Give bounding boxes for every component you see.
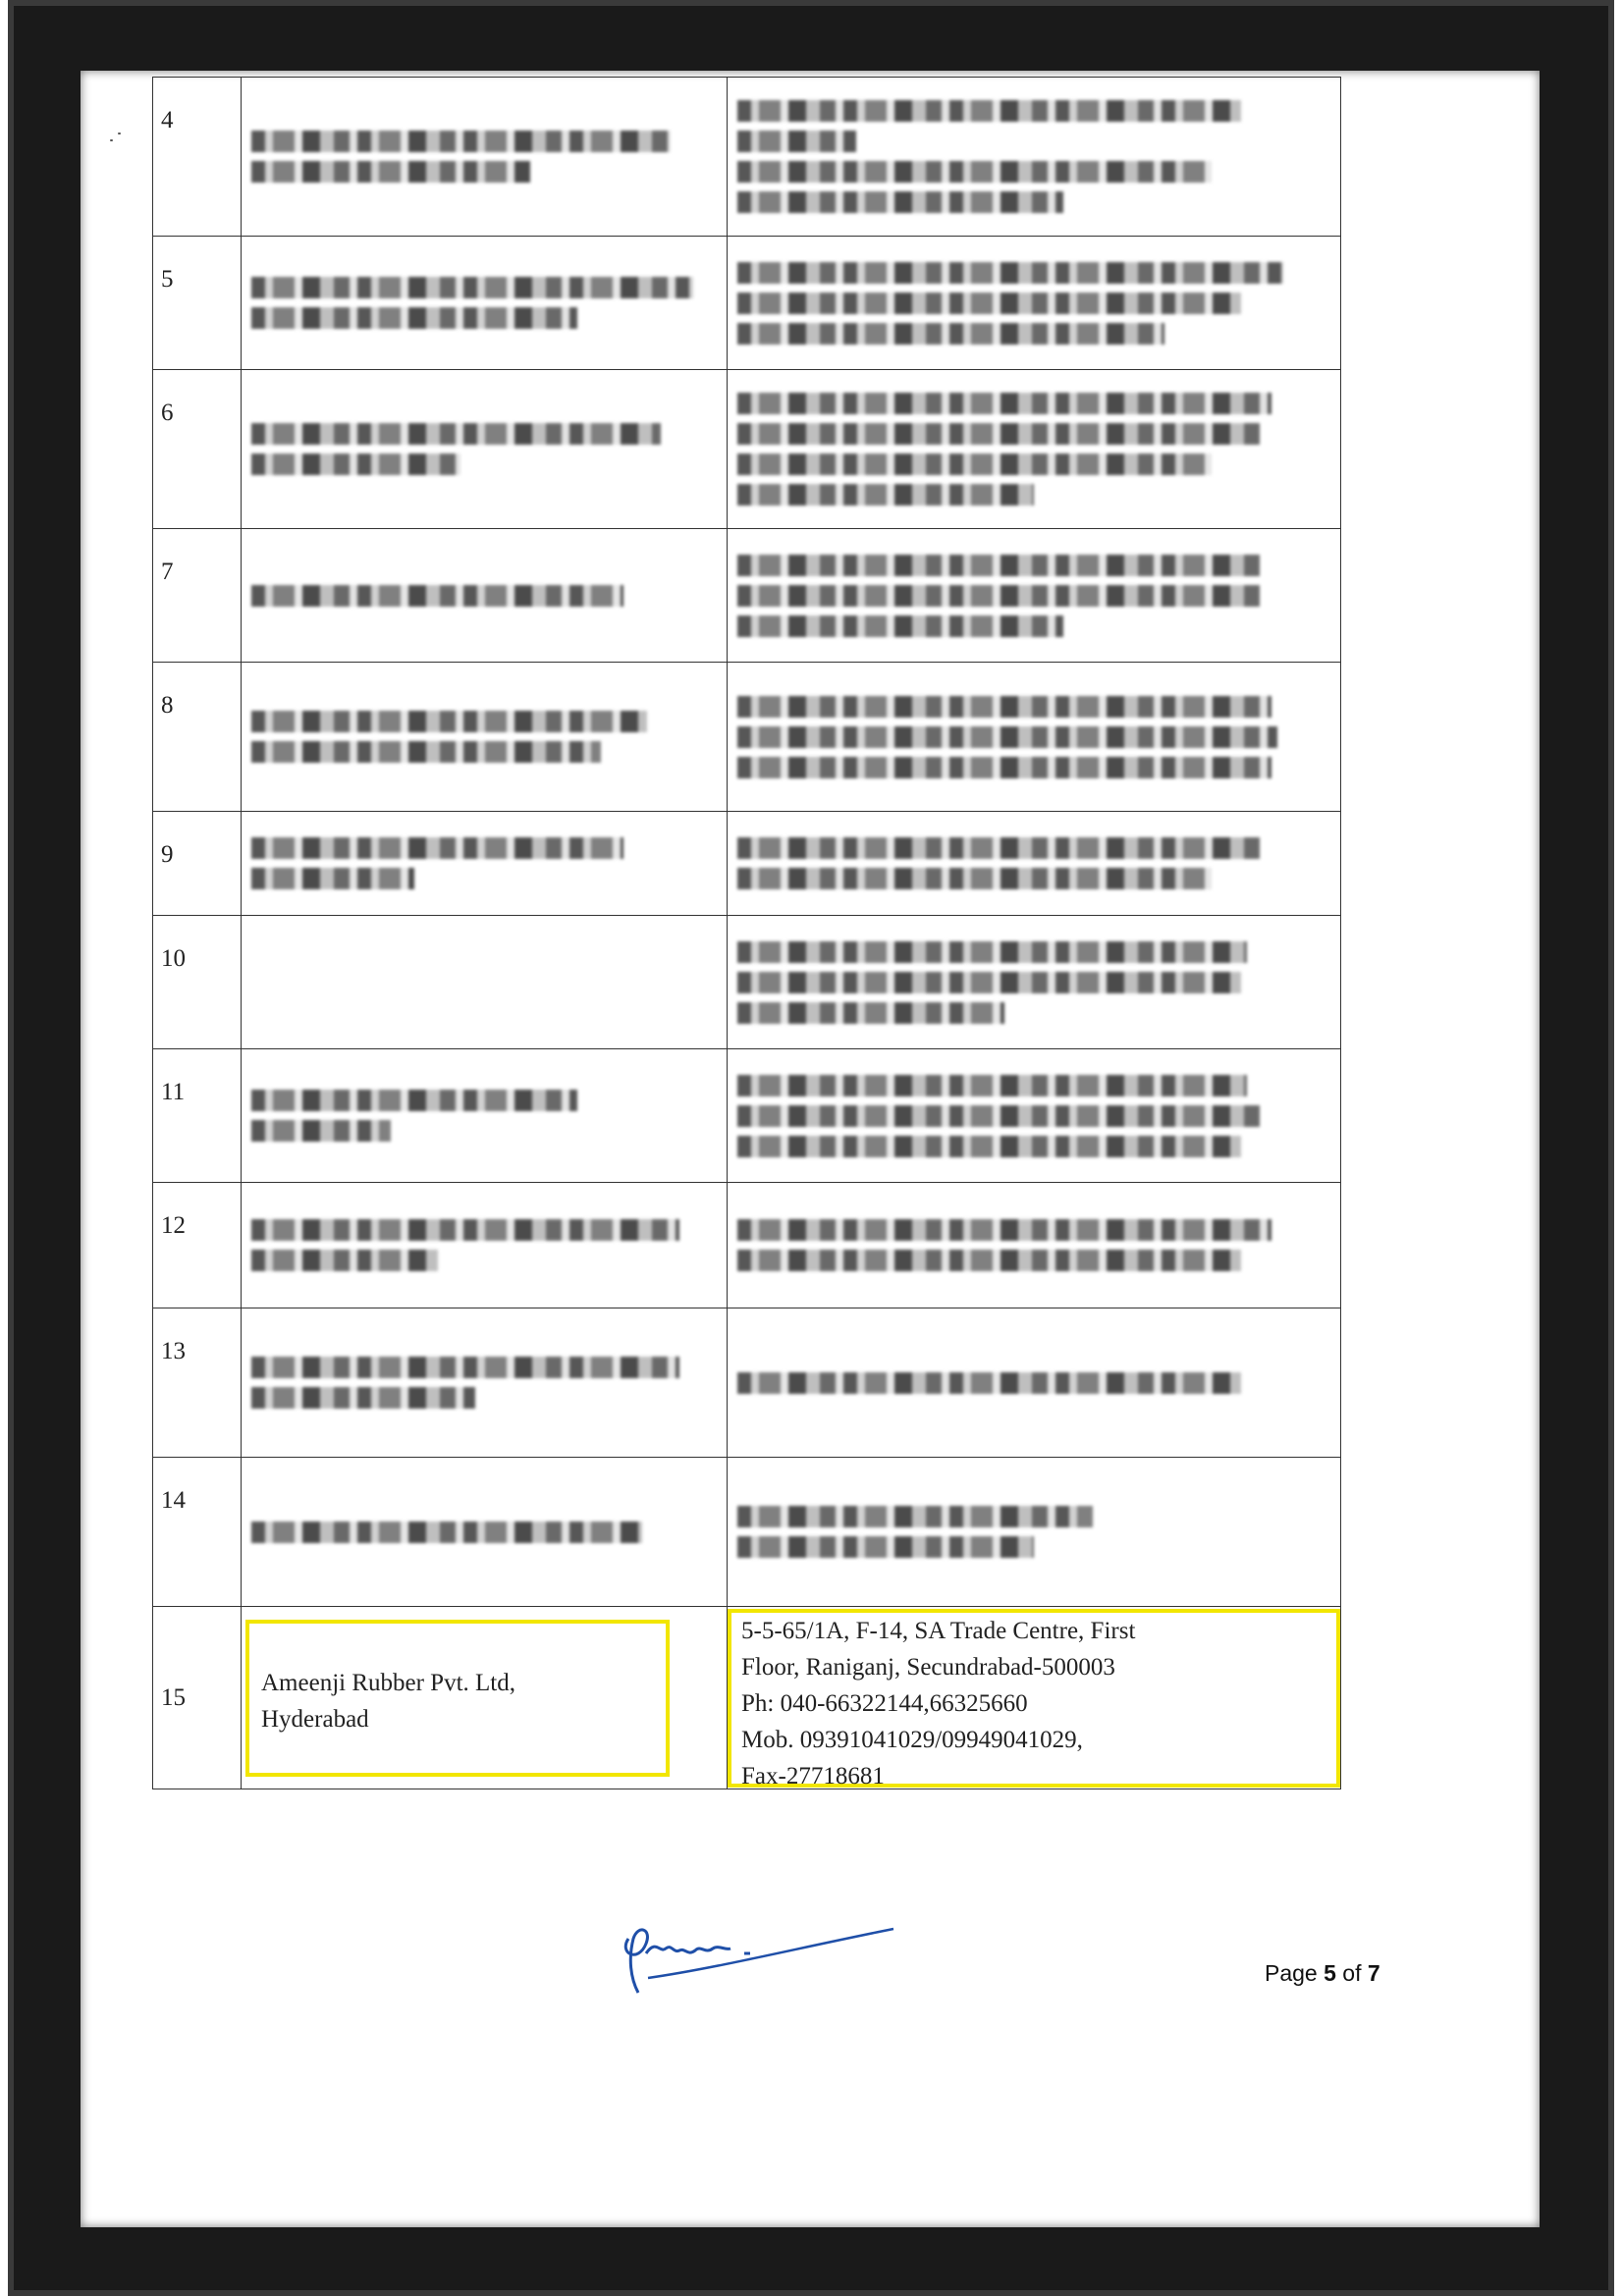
vendor-address-cell (728, 1183, 1341, 1308)
vendor-address-cell (728, 916, 1341, 1049)
vendor-address-cell (728, 78, 1341, 237)
serial-number: 9 (161, 841, 174, 868)
vendor-name-cell (242, 78, 728, 237)
redacted-text (737, 131, 856, 152)
table-row (153, 1183, 1341, 1308)
redacted-text (737, 1250, 1241, 1271)
serial-number: 12 (161, 1212, 186, 1239)
redacted-text (737, 1002, 1004, 1024)
vendor-name-line: Hyderabad (261, 1705, 369, 1733)
vendor-name-cell (242, 916, 728, 1049)
serial-number: 14 (161, 1487, 186, 1514)
redacted-text (737, 454, 1212, 475)
redacted-text (737, 868, 1212, 889)
serial-number-cell (153, 529, 242, 663)
redacted-text (737, 615, 1063, 637)
redacted-text (737, 393, 1271, 414)
page-of: of (1342, 1960, 1362, 1986)
table-row (153, 663, 1341, 812)
serial-number-cell (153, 237, 242, 370)
redacted-text (737, 1506, 1093, 1527)
serial-number: 15 (161, 1683, 186, 1711)
redacted-text (737, 323, 1164, 345)
serial-number-cell (153, 1308, 242, 1458)
redacted-text (737, 293, 1241, 314)
table-row (153, 916, 1341, 1049)
redacted-text (737, 837, 1260, 859)
serial-number-cell (153, 1183, 242, 1308)
redacted-text (737, 972, 1241, 993)
redacted-text (737, 1136, 1241, 1157)
vendor-address-cell (728, 370, 1341, 529)
serial-number-cell (153, 812, 242, 916)
vendor-name-cell (242, 237, 728, 370)
serial-number-cell (153, 663, 242, 812)
redacted-text (251, 868, 414, 889)
redacted-text (737, 262, 1283, 284)
vendor-address-cell (728, 1607, 1341, 1789)
serial-number-cell (153, 1458, 242, 1607)
vendor-address-line: Fax-27718681 (741, 1762, 885, 1789)
redacted-text (737, 191, 1063, 213)
redacted-text (251, 837, 623, 859)
scan-speck (110, 139, 113, 141)
vendor-address-cell (728, 1049, 1341, 1183)
serial-number: 4 (161, 107, 174, 133)
table-row-highlighted (153, 1607, 1341, 1789)
serial-number-cell (153, 1607, 242, 1789)
page-total: 7 (1367, 1960, 1380, 1986)
redacted-text (251, 1120, 391, 1142)
vendor-name-cell (242, 812, 728, 916)
vendor-address-cell (728, 663, 1341, 812)
redacted-text (737, 696, 1271, 718)
vendor-name-cell (242, 529, 728, 663)
redacted-text (251, 161, 530, 183)
table-row (153, 812, 1341, 916)
handwritten-signature-icon (609, 1899, 903, 1998)
redacted-text (251, 1357, 679, 1378)
redacted-text (251, 741, 601, 763)
redacted-text (737, 1536, 1034, 1558)
redacted-text (251, 1219, 679, 1241)
redacted-text (251, 277, 693, 298)
vendor-name-cell (242, 370, 728, 529)
redacted-text (251, 307, 577, 329)
redacted-text (737, 555, 1260, 576)
table-row (153, 78, 1341, 237)
vendor-address-cell (728, 1308, 1341, 1458)
redacted-text (737, 423, 1260, 445)
redacted-text (251, 1250, 438, 1271)
serial-number: 7 (161, 559, 174, 585)
redacted-text (737, 1219, 1271, 1241)
table-row (153, 529, 1341, 663)
redacted-text (737, 484, 1034, 506)
redacted-text (737, 1105, 1260, 1127)
redacted-text (251, 454, 460, 475)
table-row (153, 1308, 1341, 1458)
vendor-address-cell (728, 529, 1341, 663)
vendor-name-cell (242, 1458, 728, 1607)
serial-number-cell (153, 916, 242, 1049)
vendor-address-cell (728, 1458, 1341, 1607)
highlight-box-address (728, 1609, 1340, 1788)
table-row (153, 1049, 1341, 1183)
redacted-text (251, 585, 623, 607)
redacted-text (251, 131, 671, 152)
vendor-name-cell (242, 1308, 728, 1458)
serial-number-cell (153, 78, 242, 237)
redacted-text (737, 1372, 1241, 1394)
serial-number-cell (153, 1049, 242, 1183)
redacted-text (251, 711, 647, 732)
vendor-name-line: Ameenji Rubber Pvt. Ltd, (261, 1669, 515, 1696)
redacted-text (251, 1522, 642, 1543)
redacted-text (737, 941, 1247, 963)
vendor-address-cell (728, 237, 1341, 370)
page-number (1265, 1960, 1380, 1987)
table-row (153, 370, 1341, 529)
redacted-text (251, 1387, 475, 1409)
scan-speck (118, 133, 121, 134)
redacted-text (737, 585, 1260, 607)
redacted-text (737, 1075, 1247, 1096)
vendor-name-cell (242, 1049, 728, 1183)
redacted-text (251, 1090, 577, 1111)
serial-number: 6 (161, 400, 174, 426)
vendor-table-body (153, 78, 1341, 1789)
vendor-address-line: Ph: 040-66322144,66325660 (741, 1689, 1028, 1717)
vendor-address-cell (728, 812, 1341, 916)
vendor-name-cell (242, 1183, 728, 1308)
vendor-name-cell (242, 663, 728, 812)
page-current: 5 (1324, 1960, 1336, 1986)
vendor-table (152, 77, 1341, 1789)
vendor-name-cell (242, 1607, 728, 1789)
vendor-address-line: Floor, Raniganj, Secundrabad-500003 (741, 1653, 1115, 1681)
redacted-text (737, 100, 1241, 122)
redacted-text (737, 161, 1212, 183)
redacted-text (737, 757, 1271, 778)
table-row (153, 1458, 1341, 1607)
serial-number: 13 (161, 1338, 186, 1364)
serial-number: 5 (161, 266, 174, 293)
vendor-address-line: Mob. 09391041029/09949041029, (741, 1726, 1083, 1753)
table-row (153, 237, 1341, 370)
highlight-box-name (245, 1620, 670, 1777)
serial-number: 11 (161, 1079, 186, 1105)
redacted-text (251, 423, 661, 445)
redacted-text (737, 726, 1277, 748)
page-prefix: Page (1265, 1960, 1318, 1986)
serial-number-cell (153, 370, 242, 529)
serial-number: 10 (161, 945, 186, 972)
serial-number: 8 (161, 692, 174, 719)
vendor-address-line: 5-5-65/1A, F-14, SA Trade Centre, First (741, 1617, 1136, 1644)
